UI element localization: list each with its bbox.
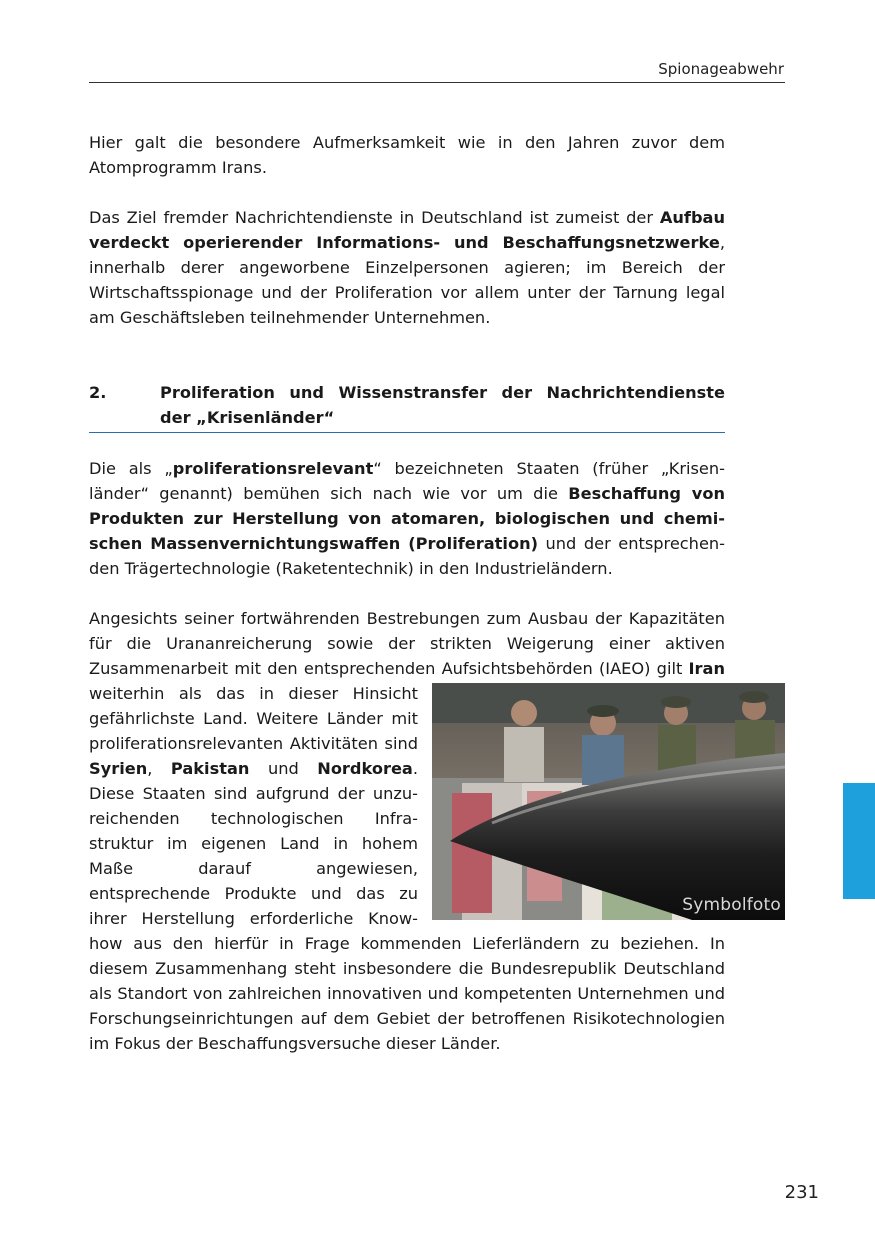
country-nordkorea: Nordkorea: [317, 759, 413, 778]
country-syrien: Syrien: [89, 759, 148, 778]
paragraph-3-text-a: Die als „: [89, 459, 173, 478]
paragraph-2: [89, 205, 725, 330]
country-pakistan: Pakistan: [170, 759, 250, 778]
country-iran: Iran: [688, 659, 725, 678]
section-title: Proliferation und Wissenstransfer der Nachrichtendienste der „Krisenländer“: [160, 383, 725, 427]
paragraph-3: [89, 456, 725, 581]
paragraph-2-text-c: , innerhalb derer angeworbene Einzelpersonen agieren; im Bereich der Wirtschaftsspionage und der Proliferation vor allem unter der Tarnung legal am Geschäftsleben teilnehmender Unternehmen.: [89, 233, 725, 327]
paragraph-4-text-g: und: [249, 759, 318, 778]
paragraph-4-text-e: ,: [147, 759, 171, 778]
paragraph-4-text-a: Angesichts seiner fortwährenden Bestrebungen zum Ausbau der Kapazitäten für die Urananreicherung sowie der strikten Weigerung einer aktiven Zusammenarbeit mit den entsprechenden Aufsichtsbehörden (IAEO) gilt: [89, 609, 725, 678]
paragraph-1: Hier galt die besondere Aufmerksamkeit wie in den Jahren zuvor dem Atomprogramm Irans.: [89, 133, 725, 177]
page-number: 231: [784, 1182, 819, 1203]
section-number: 2.: [89, 383, 107, 402]
paragraph-2-bold: Aufbau verdeckt operierender Informations- und Beschaffungsnetzwerke: [89, 208, 725, 252]
paragraph-3-text-e: und der entsprechenden Trägertechnologie (Raketentechnik) in den Industrieländern.: [89, 534, 726, 578]
photo-caption: Symbolfoto: [682, 895, 781, 915]
paragraph-4: [89, 606, 781, 1056]
paragraph-4-text-c: weiterhin als das in dieser Hinsicht gefährlichste Land. Weitere Länder mit proliferationsrelevanten Aktivitäten sind: [89, 684, 418, 753]
running-header: Spionageabwehr: [658, 60, 784, 78]
chapter-tab-marker: [843, 783, 875, 899]
page-content: [89, 130, 781, 1056]
missile-photo-icon: [432, 683, 785, 920]
paragraph-3-bold-term: proliferationsrelevant: [172, 459, 374, 478]
paragraph-2-text-a: Das Ziel fremder Nachrichtendienste in Deutschland ist zumeist der: [89, 208, 660, 227]
paragraph-4-text-i: . Diese Staaten sind aufgrund der unzureichenden technologischen Infrastruktur im eigenen Land in hohem Maße darauf angewiesen, entsprechende Produkte und das zu ihrer Herstellung erforderliche Know-how aus den hierfür in Frage kommenden Lieferländern zu beziehen. In diesem Zusammenhang steht insbesondere die Bundesrepublik Deutschland als Standort von zahlreichen innovativen und kompetenten Unternehmen und Forschungseinrichtungen auf dem Gebiet der betroffenen Risikotechnologien im Fokus der Beschaffungsversuche dieser Länder.: [89, 759, 725, 1053]
section-heading: [89, 380, 725, 433]
paragraph-3-text-c: “ bezeichneten Staaten (früher „Krisenländer“ genannt) bemühen sich nach wie vor um die: [89, 459, 725, 503]
symbol-photo: [432, 683, 785, 920]
paragraph-3-bold-phrase: Beschaffung von Produkten zur Herstellung von atomaren, biologischen und chemischen Massenvernichtungswaffen (Proliferation): [89, 484, 726, 553]
header-rule: [89, 82, 785, 83]
